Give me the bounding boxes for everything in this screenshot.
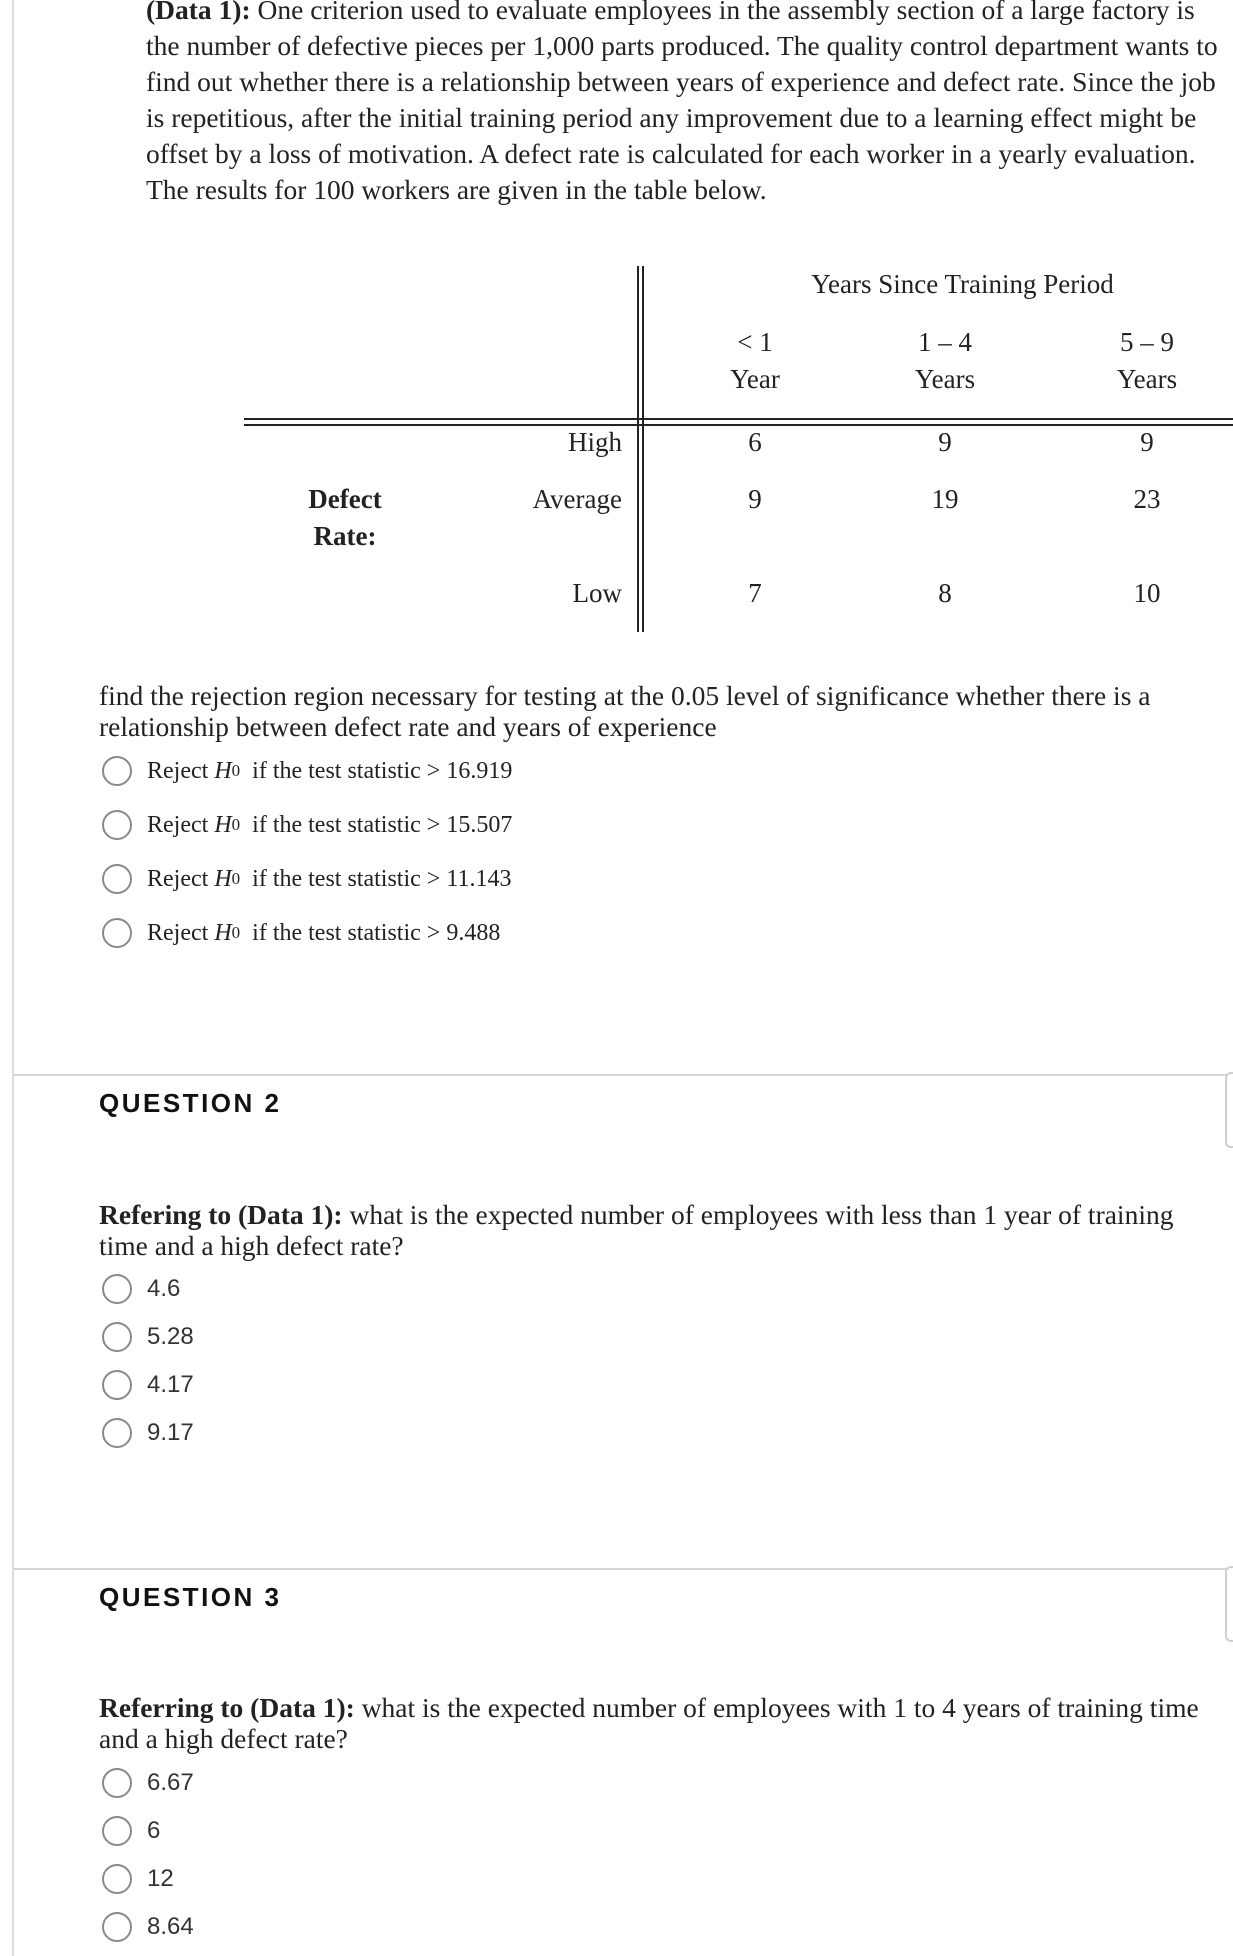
option-value: 6 — [147, 1817, 161, 1844]
row-label-low: Low — [572, 578, 622, 608]
h-subscript: 0 — [231, 869, 241, 888]
radio-button[interactable] — [102, 918, 132, 948]
radio-button[interactable] — [102, 1274, 132, 1304]
q1-option-2[interactable] — [102, 807, 512, 843]
reject-label: Reject — [147, 811, 209, 838]
reject-label: Reject — [147, 919, 209, 946]
data-1-description — [146, 0, 1231, 208]
radio-button[interactable] — [102, 1322, 132, 1352]
col-header-1to4-line2: Years — [914, 364, 976, 394]
if-label: if the test statistic — [252, 919, 421, 946]
h-label: H — [214, 865, 232, 892]
q3-reference: Referring to (Data 1): — [99, 1692, 355, 1723]
radio-button[interactable] — [102, 810, 132, 840]
if-label: if the test statistic — [252, 757, 421, 784]
table-divider-left — [637, 266, 639, 632]
row-label-average: Average — [532, 484, 622, 514]
radio-button[interactable] — [102, 1768, 132, 1798]
q1-option-3[interactable] — [102, 861, 511, 897]
radio-button[interactable] — [102, 756, 132, 786]
table-cell: 10 — [1133, 578, 1161, 608]
q2-reference: Refering to (Data 1): — [99, 1199, 343, 1230]
col-header-1to4-line1: 1 – 4 — [918, 327, 972, 357]
table-super-header: Years Since Training Period — [811, 269, 1114, 299]
col-header-5to9-line1: 5 – 9 — [1120, 327, 1174, 357]
q2-option-2[interactable] — [102, 1319, 194, 1355]
question-3-heading: QUESTION 3 — [99, 1582, 282, 1612]
h-label: H — [214, 757, 232, 784]
option-value: > 15.507 — [426, 811, 513, 838]
data-1-label: (Data 1): — [146, 0, 251, 25]
option-value: 4.17 — [147, 1371, 194, 1398]
if-label: if the test statistic — [252, 811, 421, 838]
table-cell: 9 — [938, 427, 952, 457]
h-subscript: 0 — [231, 923, 241, 942]
table-cell: 23 — [1133, 484, 1161, 514]
q1-option-4[interactable] — [102, 915, 500, 951]
left-border — [12, 0, 14, 1956]
q1-option-1[interactable] — [102, 753, 512, 789]
table-cell: 19 — [931, 484, 959, 514]
row-label-high: High — [568, 427, 622, 457]
section-divider — [14, 1074, 1233, 1076]
question-2-heading: QUESTION 2 — [99, 1088, 282, 1118]
radio-button[interactable] — [102, 1370, 132, 1400]
radio-button[interactable] — [102, 1864, 132, 1894]
radio-button[interactable] — [102, 1816, 132, 1846]
row-group-label-line1: Defect — [308, 484, 382, 514]
option-value: 6.67 — [147, 1769, 194, 1796]
h-label: H — [214, 919, 232, 946]
h-label: H — [214, 811, 232, 838]
col-header-lt1-line1: < 1 — [737, 327, 773, 357]
if-label: if the test statistic — [252, 865, 421, 892]
q1-prompt: find the rejection region necessary for testing at the 0.05 level of significance whether there is a relationship between defect rate and years of experience — [99, 680, 1151, 742]
q3-text: what is the expected number of employees with 1 to 4 years of training time and a high defect rate? — [99, 1692, 1199, 1754]
table-divider-right — [642, 266, 644, 632]
option-value: 8.64 — [147, 1913, 194, 1940]
option-value: > 9.488 — [426, 919, 501, 946]
h-subscript: 0 — [231, 815, 241, 834]
col-header-5to9-line2: Years — [1116, 364, 1178, 394]
table-header-rule-top — [244, 418, 1233, 420]
section-divider — [14, 1568, 1233, 1570]
reject-label: Reject — [147, 865, 209, 892]
data-1-text: One criterion used to evaluate employees in the assembly section of a large factory is the number of defective pieces per 1,000 parts produced. The quality control department wants to find out whether there is a relationship between years of experience and defect rate. Since the job is repetitious, after the initial training period any improvement due to a learning effect might be offset by a loss of motivation. A defect rate is calculated for each worker in a yearly evaluation. The results for 100 workers are given in the table below. — [146, 0, 1218, 205]
q3-option-1[interactable] — [102, 1765, 194, 1801]
option-value: > 11.143 — [426, 865, 512, 892]
radio-button[interactable] — [102, 1418, 132, 1448]
q2-option-3[interactable] — [102, 1367, 194, 1403]
h-subscript: 0 — [231, 761, 241, 780]
option-value: 4.6 — [147, 1275, 181, 1302]
q3-prompt — [99, 1692, 1219, 1754]
option-value: 5.28 — [147, 1323, 194, 1350]
radio-button[interactable] — [102, 1912, 132, 1942]
table-cell: 9 — [748, 484, 762, 514]
table-cell: 6 — [748, 427, 762, 457]
table-cell: 8 — [938, 578, 952, 608]
reject-label: Reject — [147, 757, 209, 784]
col-header-lt1-line2: Year — [730, 364, 780, 394]
question-tab — [1225, 1072, 1233, 1148]
q3-option-2[interactable] — [102, 1813, 160, 1849]
table-cell: 9 — [1140, 427, 1154, 457]
question-tab — [1225, 1566, 1233, 1642]
q3-option-4[interactable] — [102, 1909, 194, 1945]
q3-option-3[interactable] — [102, 1861, 174, 1897]
q2-text: what is the expected number of employees with less than 1 year of training time and a high defect rate? — [99, 1199, 1174, 1261]
q2-option-4[interactable] — [102, 1415, 194, 1451]
option-value: > 16.919 — [426, 757, 513, 784]
q2-option-1[interactable] — [102, 1271, 180, 1307]
option-value: 9.17 — [147, 1419, 194, 1446]
q2-prompt — [99, 1199, 1219, 1261]
row-group-label-line2: Rate: — [313, 521, 377, 551]
table-cell: 7 — [748, 578, 762, 608]
option-value: 12 — [147, 1865, 174, 1892]
radio-button[interactable] — [102, 864, 132, 894]
